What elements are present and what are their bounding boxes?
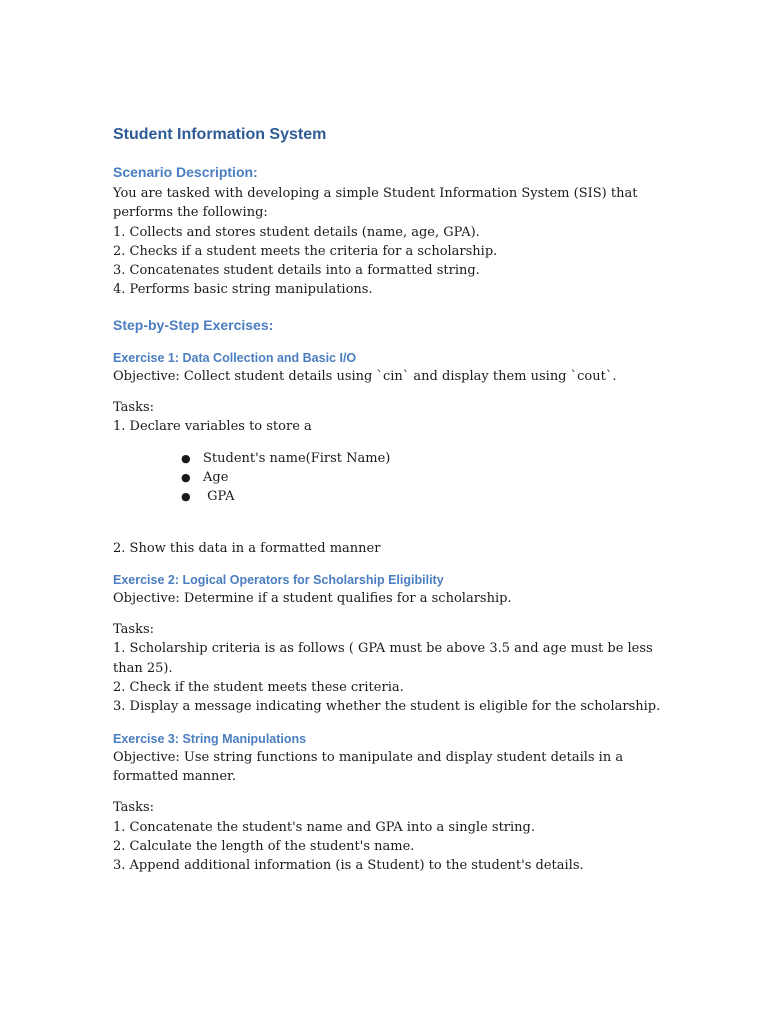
exercise2-task: 1. Scholarship criteria is as follows ( GPA must be above 3.5 and age must be less than 25). bbox=[113, 641, 653, 676]
exercise1-task: 2. Show this data in a formatted manner bbox=[113, 540, 381, 556]
exercise1-objective: Objective: Collect student details using `cin` and display them using `cout`. bbox=[113, 368, 617, 384]
exercise2-task: 2. Check if the student meets these criteria. bbox=[113, 680, 404, 696]
exercise1-tasks-label: Tasks: bbox=[113, 400, 155, 416]
bullet-icon: ● bbox=[181, 470, 191, 484]
bullet-icon: ● bbox=[181, 451, 191, 465]
exercise2-objective: Objective: Determine if a student qualifies for a scholarship. bbox=[113, 590, 512, 606]
exercise1-bullet-list bbox=[113, 449, 673, 507]
exercise2-tasks-label: Tasks: bbox=[113, 622, 155, 638]
exercise3-task: 1. Concatenate the student's name and GPA into a single string. bbox=[113, 819, 535, 835]
exercise1-task: 1. Declare variables to store a bbox=[113, 419, 312, 435]
list-item-text: Student's name(First Name) bbox=[203, 450, 391, 466]
scenario-heading: Scenario Description: bbox=[113, 164, 258, 180]
exercises-heading: Step-by-Step Exercises: bbox=[113, 316, 274, 333]
exercise3-task: 2. Calculate the length of the student's name. bbox=[113, 838, 415, 854]
exercise2-task: 3. Display a message indicating whether the student is eligible for the scholarship. bbox=[113, 699, 661, 715]
scenario-item: 1. Collects and stores student details (name, age, GPA). bbox=[113, 224, 480, 240]
list-item bbox=[181, 449, 673, 468]
document-page bbox=[113, 124, 673, 875]
list-item-text: GPA bbox=[203, 489, 235, 505]
list-item bbox=[181, 487, 673, 506]
scenario-intro: You are tasked with developing a simple Student Information System (SIS) that performs the following: bbox=[113, 186, 638, 221]
scenario-item: 3. Concatenates student details into a formatted string. bbox=[113, 263, 480, 279]
exercise2-heading: Exercise 2: Logical Operators for Scholarship Eligibility bbox=[113, 572, 444, 587]
exercise1-heading: Exercise 1: Data Collection and Basic I/O bbox=[113, 350, 357, 365]
list-item-text: Age bbox=[203, 469, 229, 485]
exercise3-tasks-label: Tasks: bbox=[113, 800, 155, 816]
exercise3-heading: Exercise 3: String Manipulations bbox=[113, 731, 307, 746]
exercise3-task: 3. Append additional information (is a Student) to the student's details. bbox=[113, 858, 584, 874]
document-title: Student Information System bbox=[113, 126, 327, 143]
bullet-icon: ● bbox=[181, 490, 191, 504]
exercise3-objective: Objective: Use string functions to manipulate and display student details in a formatted manner. bbox=[113, 749, 624, 784]
scenario-item: 2. Checks if a student meets the criteria for a scholarship. bbox=[113, 243, 498, 259]
list-item bbox=[181, 468, 673, 487]
scenario-item: 4. Performs basic string manipulations. bbox=[113, 282, 373, 298]
